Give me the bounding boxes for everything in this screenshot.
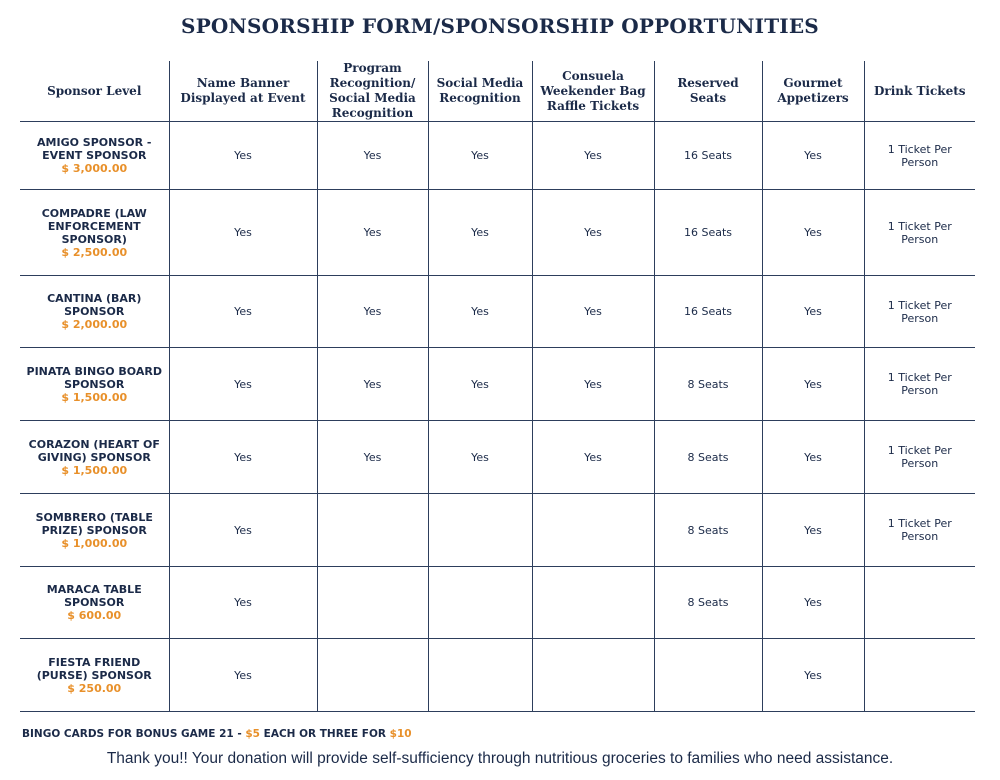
raffle-cell: Yes [532,276,654,348]
appetizers-cell: Yes [762,276,864,348]
appetizers-cell: Yes [762,421,864,494]
sponsor-level-name: FIESTA FRIEND (PURSE) SPONSOR [36,655,152,682]
drinks-cell: 1 Ticket Per Person [864,421,975,494]
social-cell [428,639,532,712]
seats-cell: 8 Seats [654,348,762,421]
thank-you-message: Thank you!! Your donation will provide self-sufficiency through nutritious groceries to families who need assistance. [106,750,894,767]
banner-cell: Yes [169,421,317,494]
social-cell: Yes [428,190,532,276]
sponsor-level-name: CANTINA (BAR) SPONSOR [47,292,142,318]
header-name-banner: Name Banner Displayed at Event [169,61,317,122]
banner-cell: Yes [169,122,317,190]
raffle-cell [532,639,654,712]
raffle-cell [532,494,654,567]
page-title: SPONSORSHIP FORM/SPONSORSHIP OPPORTUNITIES [181,14,819,38]
header-program-recognition: Program Recognition/ Social Media Recognition [317,61,428,122]
program-cell: Yes [317,421,428,494]
program-cell [317,494,428,567]
drinks-cell: 1 Ticket Per Person [864,190,975,276]
appetizers-cell: Yes [762,122,864,190]
header-drink-tickets: Drink Tickets [864,61,975,122]
header-row [20,61,975,122]
program-cell: Yes [317,276,428,348]
header-gourmet-appetizers: Gourmet Appetizers [762,61,864,122]
appetizers-cell: Yes [762,494,864,567]
table-row [20,348,975,421]
sponsor-level-cell [20,276,169,348]
sponsor-price: $ 3,000.00 [61,162,128,175]
drinks-cell [864,639,975,712]
table-row [20,190,975,276]
raffle-cell [532,567,654,639]
sponsor-level-cell [20,494,169,567]
drinks-cell [864,567,975,639]
raffle-cell: Yes [532,348,654,421]
seats-cell: 16 Seats [654,122,762,190]
seats-cell: 16 Seats [654,276,762,348]
raffle-cell: Yes [532,421,654,494]
seats-cell: 8 Seats [654,421,762,494]
sponsor-level-name: AMIGO SPONSOR - EVENT SPONSOR [37,136,152,162]
table-row [20,122,975,190]
banner-cell: Yes [169,494,317,567]
table-row [20,276,975,348]
banner-cell: Yes [169,190,317,276]
sponsor-price: $ 600.00 [67,609,122,622]
table-row [20,421,975,494]
appetizers-cell: Yes [762,190,864,276]
program-cell [317,639,428,712]
social-cell: Yes [428,276,532,348]
table-row [20,567,975,639]
bingo-price-three: $10 [389,728,412,740]
drinks-cell: 1 Ticket Per Person [864,122,975,190]
raffle-cell: Yes [532,122,654,190]
seats-cell: 8 Seats [654,567,762,639]
banner-cell: Yes [169,567,317,639]
bingo-text-a: BINGO CARDS FOR BONUS GAME 21 - [22,728,246,740]
social-cell [428,494,532,567]
drinks-cell: 1 Ticket Per Person [864,494,975,567]
seats-cell [654,639,762,712]
bingo-text-b: EACH OR THREE FOR [259,728,390,740]
sponsor-level-cell [20,421,169,494]
appetizers-cell: Yes [762,639,864,712]
sponsor-level-cell [20,348,169,421]
program-cell: Yes [317,122,428,190]
sponsor-level-name: MARACA TABLE SPONSOR [46,583,142,609]
sponsor-level-cell [20,190,169,276]
seats-cell: 16 Seats [654,190,762,276]
appetizers-cell: Yes [762,348,864,421]
social-cell: Yes [428,348,532,421]
table-row [20,494,975,567]
program-cell: Yes [317,190,428,276]
sponsor-price: $ 2,500.00 [61,245,128,259]
banner-cell: Yes [169,276,317,348]
sponsor-price: $ 2,000.00 [61,318,128,331]
drinks-cell: 1 Ticket Per Person [864,348,975,421]
social-cell: Yes [428,122,532,190]
sponsor-level-cell [20,122,169,190]
sponsor-price: $ 250.00 [67,681,122,695]
header-reserved-seats: Reserved Seats [654,61,762,122]
social-cell: Yes [428,421,532,494]
header-raffle-tickets: Consuela Weekender Bag Raffle Tickets [532,61,654,122]
sponsor-price: $ 1,000.00 [61,536,128,550]
sponsorship-table [20,61,975,712]
seats-cell: 8 Seats [654,494,762,567]
raffle-cell: Yes [532,190,654,276]
banner-cell: Yes [169,348,317,421]
sponsor-level-cell [20,639,169,712]
table-row [20,639,975,712]
sponsor-price: $ 1,500.00 [61,390,128,404]
social-cell [428,567,532,639]
appetizers-cell: Yes [762,567,864,639]
sponsor-price: $ 1,500.00 [61,463,128,477]
sponsor-level-name: SOMBRERO (TABLE PRIZE) SPONSOR [35,510,153,537]
sponsor-level-name: CORAZON (HEART OF GIVING) SPONSOR [28,437,160,464]
sponsor-level-cell [20,567,169,639]
bingo-note [22,728,412,740]
program-cell: Yes [317,348,428,421]
bingo-price-each: $5 [245,728,260,740]
program-cell [317,567,428,639]
banner-cell: Yes [169,639,317,712]
header-social-media: Social Media Recognition [428,61,532,122]
drinks-cell: 1 Ticket Per Person [864,276,975,348]
sponsor-level-name: PINATA BINGO BOARD SPONSOR [26,364,162,391]
header-sponsor-level: Sponsor Level [20,61,169,122]
sponsor-level-name: COMPADRE (LAW ENFORCEMENT SPONSOR) [41,206,147,246]
